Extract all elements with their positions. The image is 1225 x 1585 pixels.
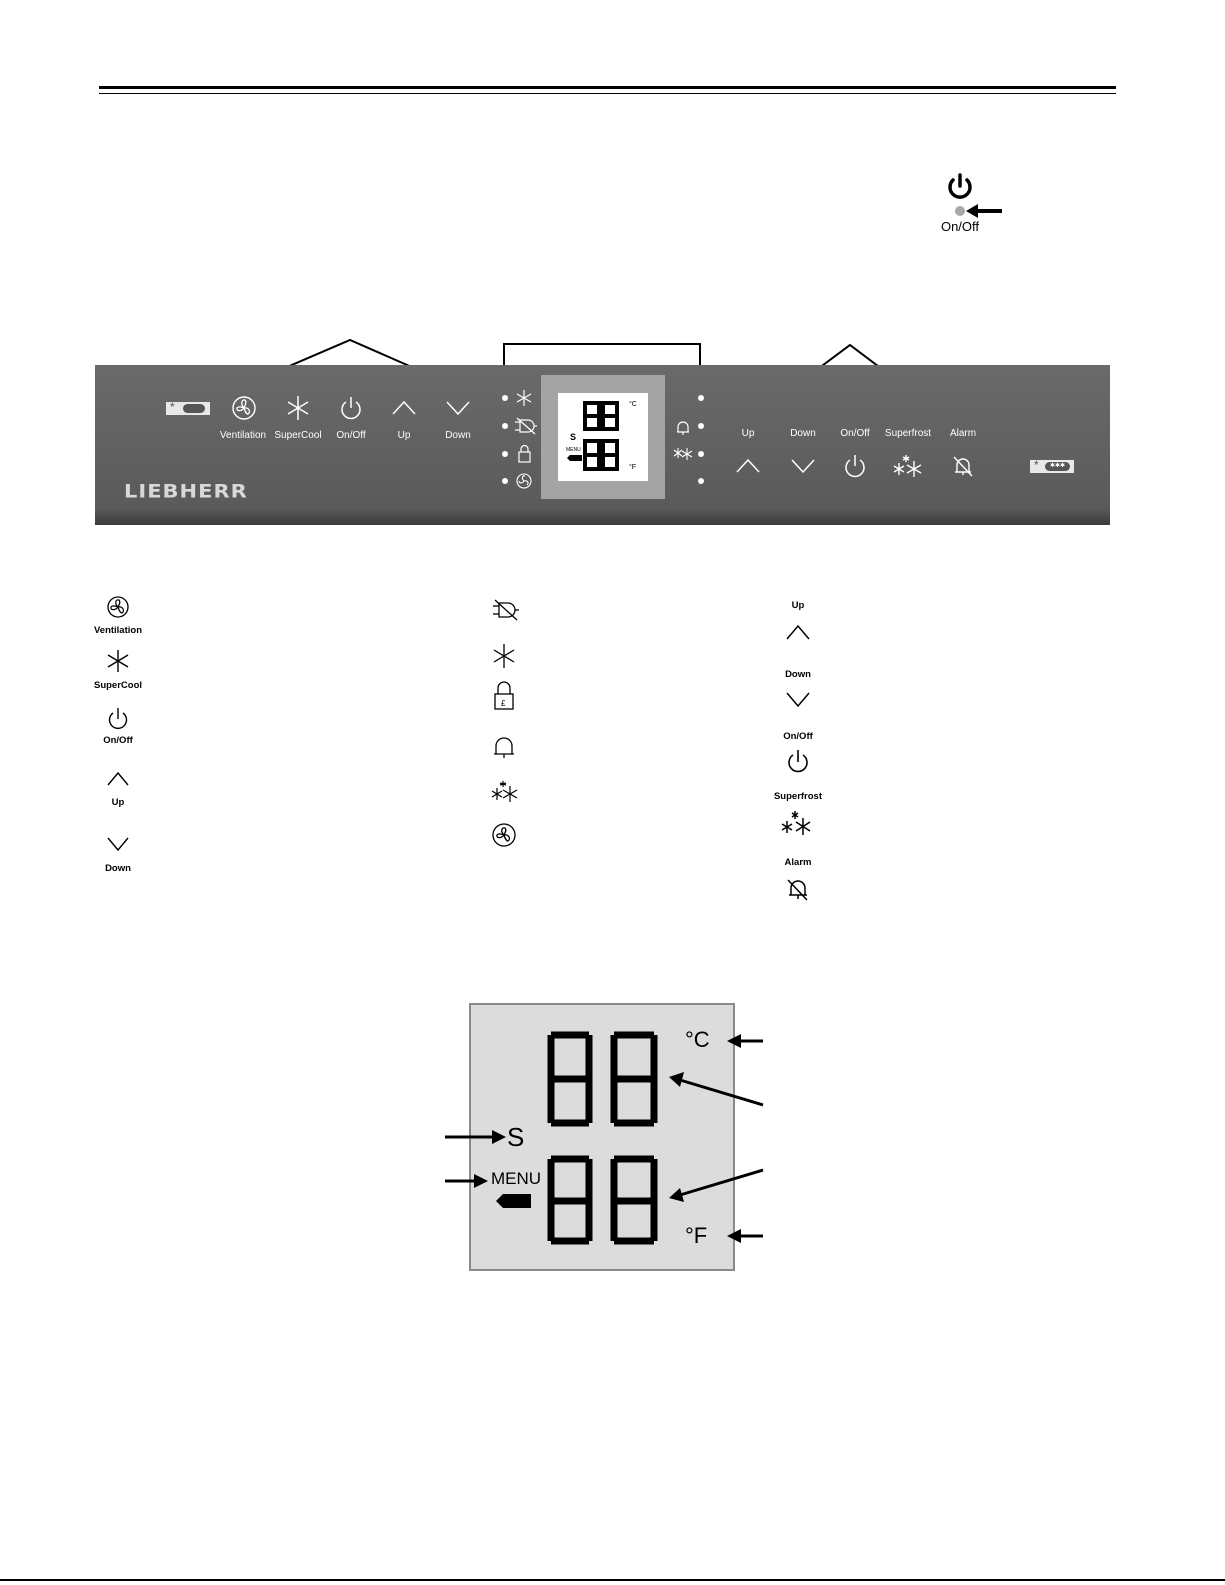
legend-up-label: Up (111, 797, 125, 808)
right-up-label: Up (741, 428, 755, 439)
left-up-label: Up (397, 430, 411, 441)
supercool-label: SuperCool (274, 430, 322, 441)
legend3-alarm-label: Alarm (784, 857, 812, 868)
legend-onoff-label: On/Off (103, 735, 133, 746)
legend3-onoff-label: On/Off (783, 731, 813, 742)
left-onoff-label: On/Off (336, 430, 366, 441)
panel-lcd-unit-c: °C (629, 401, 637, 408)
panel-lcd-unit-f: °F (629, 464, 637, 471)
legend3-superfrost-label: Superfrost (773, 791, 823, 802)
right-onoff-label: On/Off (840, 428, 870, 439)
superfrost-label: Superfrost (884, 428, 932, 439)
freezer-compartment-badge: * ✱✱✱ (1030, 460, 1074, 473)
top-onoff-label: On/Off (940, 219, 980, 234)
brand-logo: LIEBHERR (124, 480, 248, 502)
legend-down-label: Down (105, 863, 131, 874)
left-down-label: Down (445, 430, 471, 441)
legend3-up-label: Up (791, 600, 805, 611)
large-display-unit-c: °C (685, 1027, 710, 1052)
large-display-unit-f: °F (685, 1223, 708, 1248)
alarm-label: Alarm (949, 428, 977, 439)
panel-lcd-menu: MENU (566, 447, 581, 453)
large-display-menu: MENU (491, 1169, 542, 1188)
large-display-s: S (507, 1122, 525, 1152)
right-down-label: Down (790, 428, 816, 439)
ventilation-label: Ventilation (219, 430, 267, 441)
fridge-compartment-badge: * (166, 402, 210, 415)
footer-rule (0, 1579, 1225, 1581)
legend3-down-label: Down (785, 669, 811, 680)
panel-lcd-s: S (570, 432, 577, 442)
legend-ventilation-label: Ventilation (93, 625, 143, 636)
svg-text:£: £ (501, 699, 506, 708)
legend-supercool-label: SuperCool (93, 680, 143, 691)
